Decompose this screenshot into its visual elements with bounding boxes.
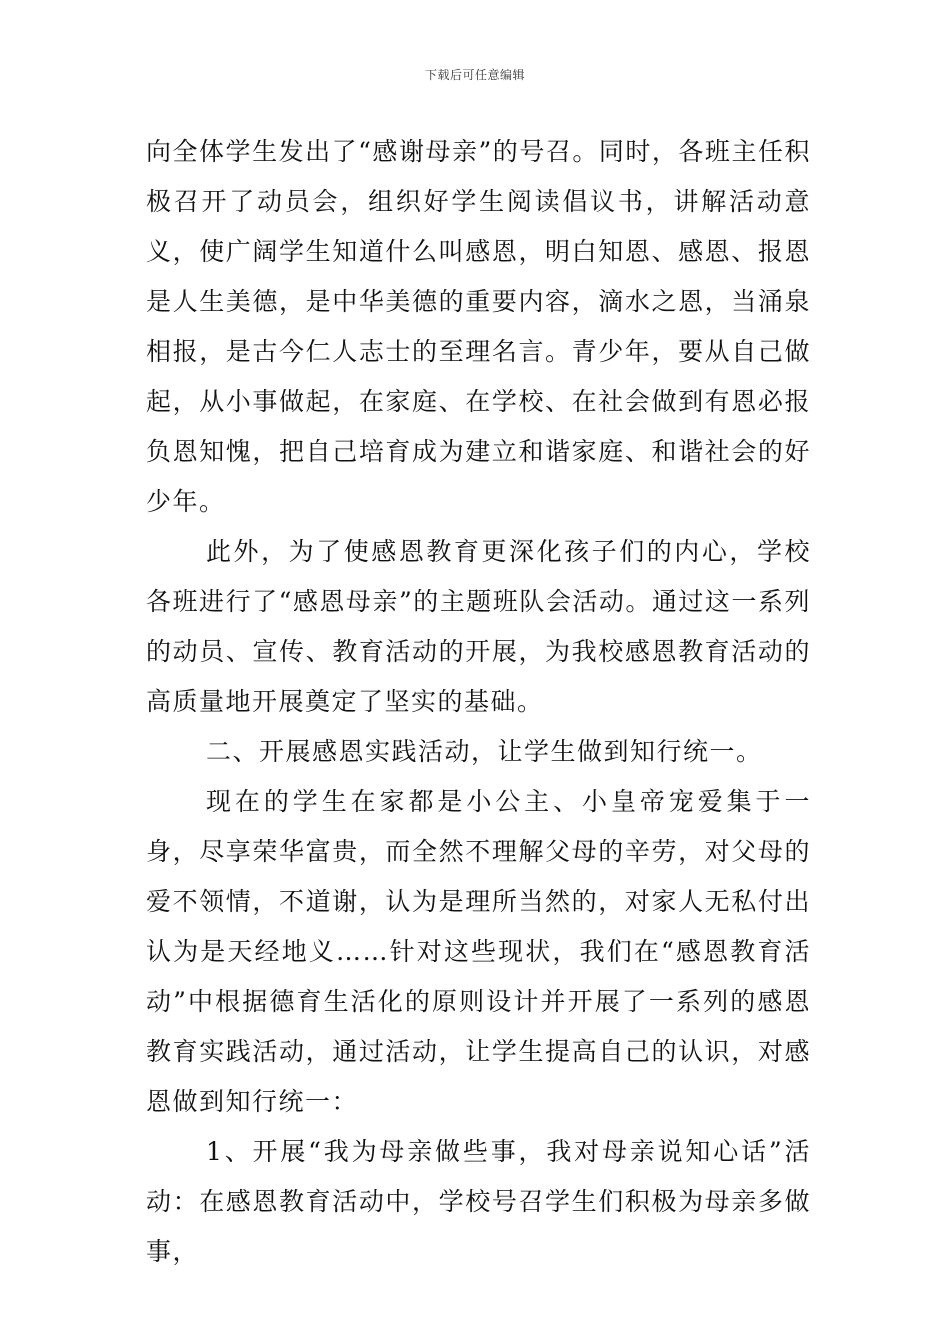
paragraph: 此外，为了使感恩教育更深化孩子们的内心，学校各班进行了“感恩母亲”的主题班队会活动。通过这一系列的动员、宣传、教育活动的开展，为我校感恩教育活动的高质量地开展奠定了坚实的基础。	[146, 537, 811, 716]
document-body	[146, 127, 811, 1277]
section-heading: 二、开展感恩实践活动，让学生做到知行统一。	[206, 737, 763, 766]
paragraph-continuation: 向全体学生发出了“感谢母亲”的号召。同时，各班主任积极召开了动员会，组织好学生阅读倡议书，讲解活动意义，使广阔学生知道什么叫感恩，明白知恩、感恩、报恩是人生美德，是中华美德的重要内容，滴水之恩，当涌泉相报，是古今仁人志士的至理名言。青少年，要从自己做起，从小事做起，在家庭、在学校、在社会做到有恩必报负恩知愧，把自己培育成为建立和谐家庭、和谐社会的好少年。	[146, 137, 811, 516]
paragraph: 现在的学生在家都是小公主、小皇帝宠爱集于一身，尽享荣华富贵，而全然不理解父母的辛劳，对父母的爱不领情，不道谢，认为是理所当然的，对家人无私付出认为是天经地义……针对这些现状，我们在“感恩教育活动”中根据德育生活化的原则设计并开展了一系列的感恩教育实践活动，通过活动，让学生提高自己的认识，对感恩做到知行统一：	[146, 787, 811, 1116]
page-header: 下载后可任意编辑	[424, 68, 525, 82]
paragraph: 1、开展“我为母亲做些事，我对母亲说知心话”活动：在感恩教育活动中，学校号召学生们积极为母亲多做事，	[146, 1137, 811, 1266]
